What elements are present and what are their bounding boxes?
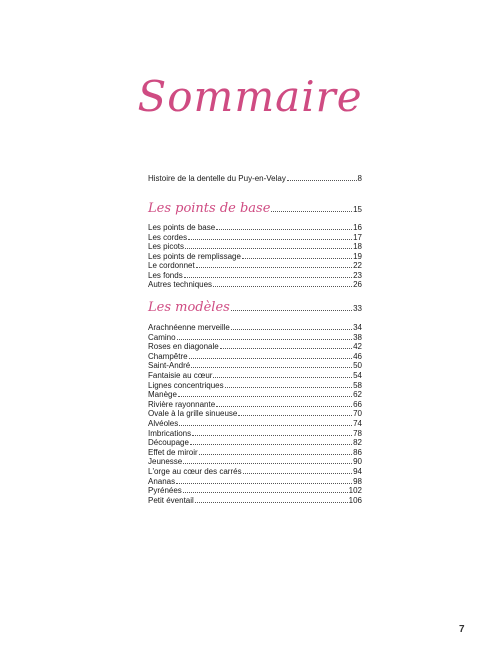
toc-entry[interactable] [148,371,362,381]
toc-entry[interactable] [148,400,362,410]
section-heading[interactable] [148,201,362,218]
toc-entry[interactable] [148,223,362,233]
toc-entry-page: 58 [353,380,362,390]
toc-entry[interactable] [148,477,362,487]
toc-entry[interactable] [148,261,362,271]
dot-leader [225,381,352,388]
dot-leader [216,223,352,230]
dot-leader [213,371,352,378]
toc-entry-title: Effet de miroir [148,447,198,457]
dot-leader [190,438,352,445]
toc-entry-title: Petit éventail [148,495,194,505]
toc-entry-title: Les picots [148,242,185,251]
dot-leader [238,409,352,416]
toc-entry-title: Champêtre [148,351,188,361]
toc-entry-title: Pyrénées [148,486,182,496]
toc-entry-title: Manège [148,390,177,400]
toc-entry[interactable] [148,390,362,400]
toc-entry-title: Jeunesse [148,457,183,467]
dot-leader [178,390,352,397]
toc-entry-page: 38 [353,332,362,342]
toc-entry-page: 18 [353,242,362,251]
dot-leader [199,448,352,455]
toc-entry[interactable] [148,457,362,467]
dot-leader [195,496,348,503]
dot-leader [213,280,352,287]
toc-entry-page: 17 [353,232,362,242]
dot-leader [242,252,352,259]
toc-entry-title: Les cordes [148,232,188,242]
toc-entry[interactable] [148,242,362,252]
toc-entry-title: Saint-André [148,361,191,371]
section-page: 33 [353,304,362,313]
toc-entry-page: 8 [357,174,362,183]
toc-entry-page: 66 [353,399,362,409]
dot-leader [189,352,353,359]
toc-entry-title: Ananas [148,476,176,486]
dot-leader [196,261,352,268]
toc-entry-page: 46 [353,351,362,361]
toc-entry-page: 34 [353,323,362,332]
toc-entry-title: Fantaisie au cœur [148,371,213,380]
toc-entry-page: 62 [353,390,362,400]
toc-entry-title: L'orge au cœur des carrés [148,467,242,476]
dot-leader [185,242,352,249]
toc-entry-page: 102 [348,486,362,496]
toc-entry-title: Les points de remplissage [148,251,241,261]
page-number: 7 [459,624,465,635]
toc-entry-page: 50 [353,361,362,371]
toc-entry[interactable] [148,381,362,391]
toc-entry-title: Découpage [148,438,189,448]
toc-entry[interactable] [148,438,362,448]
toc-entry[interactable] [148,467,362,477]
toc-entry[interactable] [148,448,362,458]
toc-entry-title: Autres techniques [148,280,213,289]
toc-entry[interactable] [148,409,362,419]
dot-leader [192,429,352,436]
toc-entry-page: 98 [353,476,362,486]
section-heading[interactable] [148,300,362,317]
toc-entry[interactable] [148,429,362,439]
toc-entry[interactable] [148,323,362,333]
toc-entry-title: Les points de base [148,223,216,232]
dot-leader [287,174,357,181]
toc-entry-title: Les fonds [148,270,183,280]
toc-entry-title: Roses en diagonale [148,342,219,352]
section-title: Les points de base [148,201,271,216]
toc-entry-page: 22 [353,261,362,270]
toc-entry[interactable] [148,419,362,429]
dot-leader [183,486,348,493]
toc-entry[interactable] [148,233,362,243]
toc-entry[interactable] [148,280,362,290]
toc-entry-title: Alvéoles [148,419,179,428]
toc-entry-page: 26 [353,280,362,289]
dot-leader [271,205,352,212]
toc-entry-title: Camino [148,332,176,342]
toc-entry-page: 19 [353,251,362,261]
dot-leader [179,419,352,426]
toc-intro-entry[interactable] [148,174,362,184]
dot-leader [216,400,352,407]
dot-leader [231,304,352,311]
dot-leader [243,467,353,474]
toc-entry-title: Lignes concentriques [148,380,224,390]
toc-entry[interactable] [148,252,362,262]
toc-entry-title: Arachnéenne merveille [148,323,230,332]
toc-entry-page: 16 [353,223,362,232]
toc-entry-page: 70 [353,409,362,419]
toc-entry[interactable] [148,486,362,496]
toc-entry-page: 54 [353,371,362,380]
dot-leader [220,342,352,349]
toc-entry-page: 106 [348,495,362,505]
toc-entry-page: 23 [353,270,362,280]
toc-entry-title: Histoire de la dentelle du Puy-en-Velay [148,174,286,183]
toc-entry-title: Rivière rayonnante [148,399,216,409]
toc-entry-page: 78 [353,428,362,438]
toc-entry-page: 74 [353,419,362,428]
toc-entry-page: 42 [353,342,362,352]
toc-entry-title: Le cordonnet [148,261,195,270]
toc-entry-page: 94 [353,467,362,476]
page-title: Sommaire [137,72,363,121]
dot-leader [188,233,352,240]
section-page: 15 [353,205,362,214]
toc-entry-page: 86 [353,447,362,457]
dot-leader [177,333,353,340]
toc-entry[interactable] [148,352,362,362]
section-title: Les modèles [148,300,230,315]
dot-leader [176,477,352,484]
toc-entry[interactable] [148,271,362,281]
dot-leader [183,457,352,464]
dot-leader [231,323,352,330]
toc-entry-title: Ovale à la grille sinueuse [148,409,238,419]
toc-entry-title: Imbrications [148,428,192,438]
toc-entry[interactable] [148,342,362,352]
toc-entry[interactable] [148,496,362,506]
toc-entry-page: 90 [353,457,362,467]
dot-leader [191,361,352,368]
toc-entry[interactable] [148,361,362,371]
dot-leader [184,271,352,278]
toc-entry-page: 82 [353,438,362,448]
toc-entry[interactable] [148,333,362,343]
